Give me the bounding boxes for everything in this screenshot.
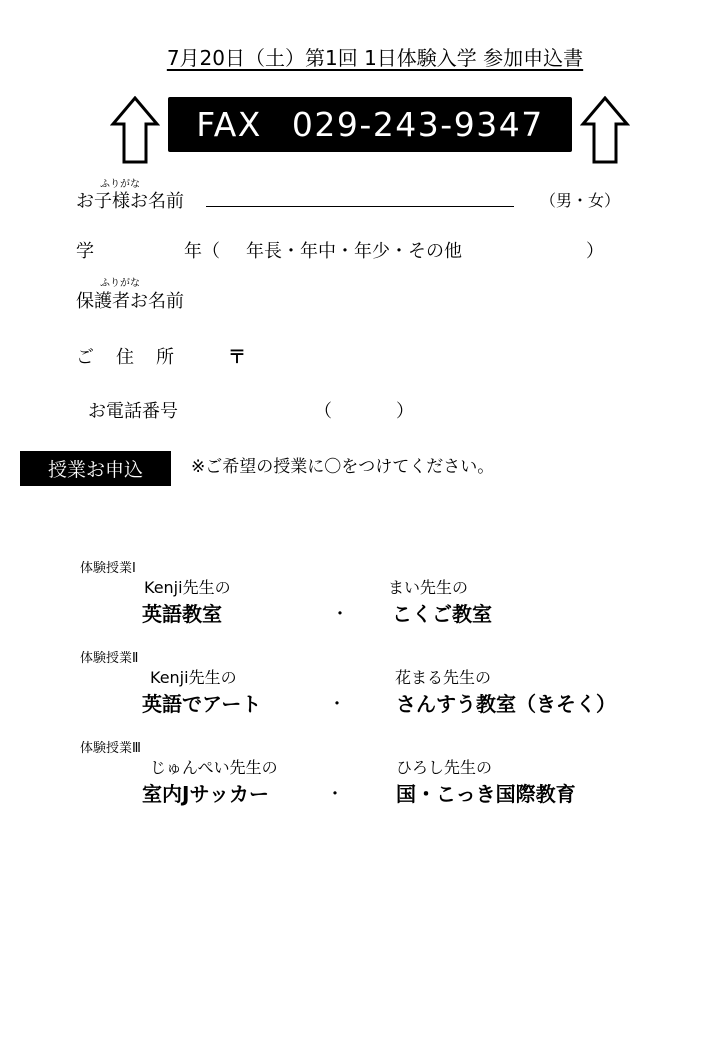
page-title: 7月20日（土）第1回 1日体験入学 参加申込書 <box>166 46 584 70</box>
course-option[interactable]: 室内Jサッカー <box>142 782 270 806</box>
up-arrow-icon <box>580 96 630 164</box>
grade-label-b: 年（ <box>184 241 220 262</box>
course-teacher: Kenji先生の <box>144 578 231 597</box>
course-teacher: じゅんぺい先生の <box>150 758 278 777</box>
grade-close: ） <box>586 241 604 262</box>
course-heading: 体験授業Ⅱ <box>80 651 139 666</box>
child-name-furigana: ふりがな <box>100 179 140 190</box>
course-separator: ・ <box>326 784 344 805</box>
child-name-label: お子様お名前 <box>76 191 184 212</box>
fax-label: FAX <box>196 105 262 144</box>
course-separator: ・ <box>331 604 349 625</box>
course-heading: 体験授業Ⅰ <box>80 561 136 576</box>
course-separator: ・ <box>328 694 346 715</box>
phone-open-paren: （ <box>314 401 332 422</box>
course-option[interactable]: さんすう教室（きそく） <box>396 692 616 716</box>
apply-section-label: 授業お申込 <box>20 451 171 486</box>
course-heading: 体験授業Ⅲ <box>80 741 141 756</box>
phone-label: お電話番号 <box>88 401 178 422</box>
course-option[interactable]: 英語教室 <box>142 602 222 626</box>
postal-mark: 〒 <box>228 347 246 368</box>
fax-banner <box>168 97 572 152</box>
course-option[interactable]: こくご教室 <box>392 602 492 626</box>
course-option[interactable]: 国・こっき国際教育 <box>396 782 576 806</box>
address-label: ご 住 所 <box>76 347 176 368</box>
guardian-name-furigana: ふりがな <box>100 278 140 289</box>
fax-number: 029-243-9347 <box>291 105 544 144</box>
child-name-field[interactable] <box>206 206 514 207</box>
up-arrow-icon <box>110 96 160 164</box>
apply-note: ※ご希望の授業に〇をつけてください。 <box>191 457 495 477</box>
course-option[interactable]: 英語でアート <box>142 692 262 716</box>
guardian-name-label: 保護者お名前 <box>76 291 184 312</box>
course-teacher: Kenji先生の <box>150 668 237 687</box>
course-teacher: ひろし先生の <box>396 758 493 777</box>
grade-options[interactable]: 年長・年中・年少・その他 <box>246 241 462 262</box>
gender-options[interactable]: （男・女） <box>540 191 621 210</box>
grade-label-a: 学 <box>76 241 94 262</box>
course-teacher: まい先生の <box>388 578 469 597</box>
phone-close-paren: ） <box>396 401 414 422</box>
course-teacher: 花まる先生の <box>395 668 492 687</box>
